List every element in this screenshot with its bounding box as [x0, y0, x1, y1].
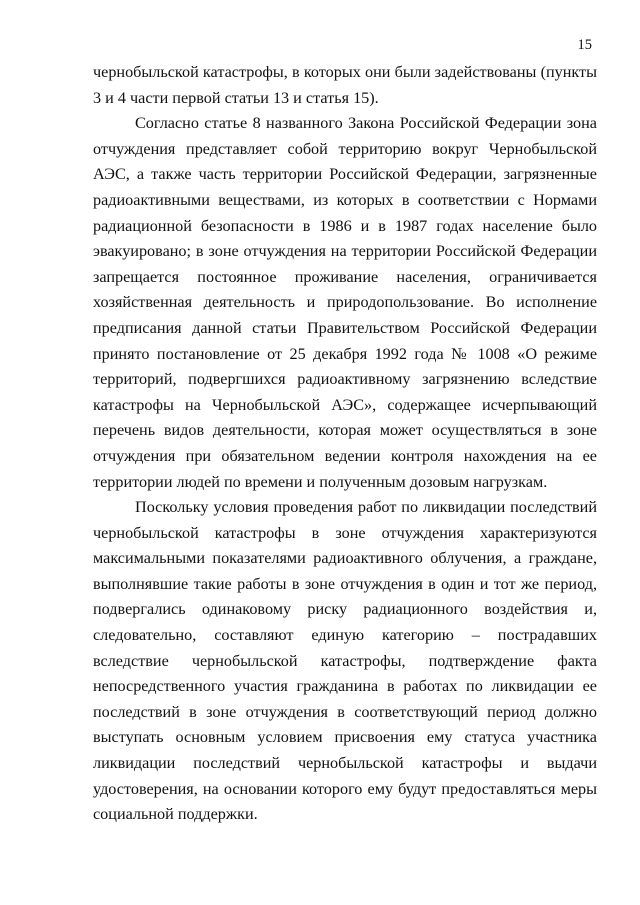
paragraph-continuation: чернобыльской катастрофы, в которых они были задействованы (пункты 3 и 4 части первой статьи 13 и статья 15). — [93, 63, 597, 107]
body-text — [93, 60, 597, 828]
page-number: 15 — [577, 37, 592, 53]
paragraph-exclusion-zone: Согласно статье 8 названного Закона Российской Федерации зона отчуждения представляет собой территорию вокруг Чернобыльской АЭС, а также часть территории Российской Федерации, загрязненные радиоактивными веществами, из которых в соответствии с Нормами радиационной безопасности в 1986 и в 1987 годах население было эвакуировано; в зоне отчуждения на территории Российской Федерации запрещается постоянное проживание населения, ограничивается хозяйственная деятельность и природопользование. Во исполнение предписания данной статьи Правительством Российской Федерации принято постановление от 25 декабря 1992 года № 1008 «О режиме территорий, подвергшихся радиоактивному загрязнению вследствие катастрофы на Чернобыльской АЭС», содержащее исчерпывающий перечень видов деятельности, которая может осуществляться в зоне отчуждения при обязательном ведении контроля нахождения на ее территории людей по времени и полученным дозовым нагрузкам. — [93, 114, 597, 491]
paragraph-liquidation-status: Поскольку условия проведения работ по ликвидации последствий чернобыльской катастрофы в зоне отчуждения характеризуются максимальными показателями радиоактивного облучения, а граждане, выполнявшие такие работы в зоне отчуждения в один и тот же период, подвергались одинаковому риску радиационного воздействия и, следовательно, составляют единую категорию – пострадавших вследствие чернобыльской катастрофы, подтверждение факта непосредственного участия гражданина в работах по ликвидации ее последствий в зоне отчуждения в соответствующий период должно выступать основным условием присвоения ему статуса участника ликвидации последствий чернобыльской катастрофы и выдачи удостоверения, на основании которого ему будут предоставляться меры социальной поддержки. — [93, 498, 597, 824]
